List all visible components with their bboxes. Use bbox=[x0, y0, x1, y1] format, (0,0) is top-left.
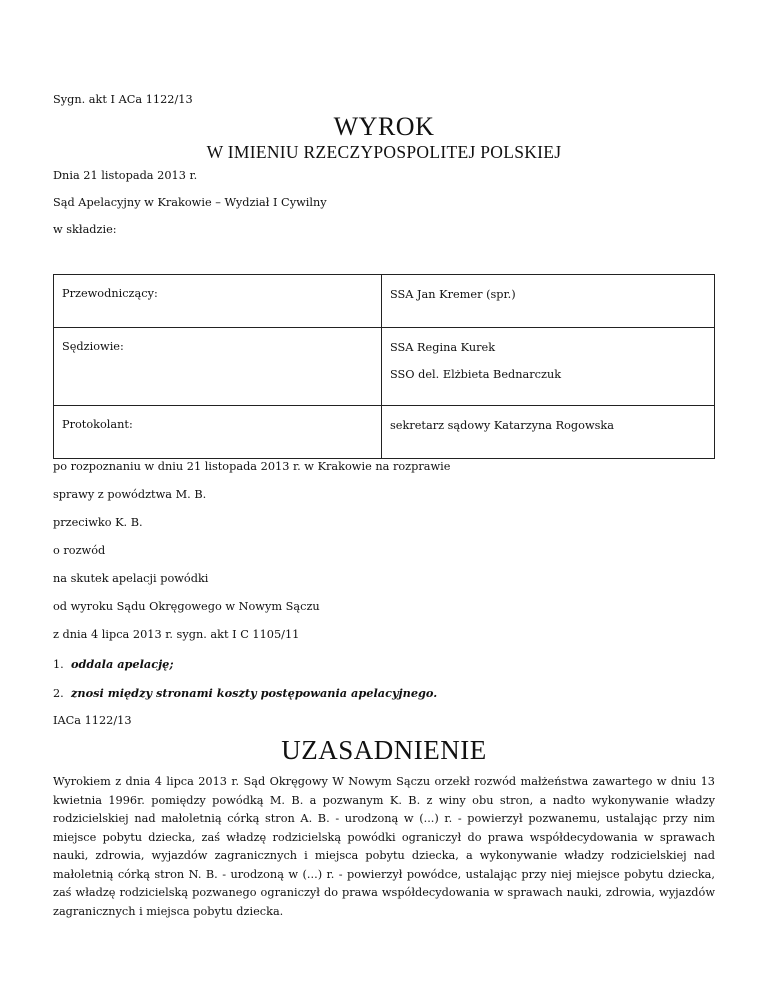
proceedings-line: od wyroku Sądu Okręgowego w Nowym Sączu bbox=[53, 600, 320, 613]
table-row bbox=[54, 328, 715, 406]
proceedings-line: o rozwód bbox=[53, 544, 106, 557]
proceedings-line: przeciwko K. B. bbox=[53, 516, 143, 529]
proceedings-line: po rozpoznaniu w dniu 21 listopada 2013 r. w Krakowie na rozprawie bbox=[53, 460, 451, 473]
bench-name: SSO del. Elżbieta Bednarczuk bbox=[390, 368, 562, 381]
ruling-item bbox=[53, 656, 174, 673]
ruling-number: 2. bbox=[53, 687, 64, 700]
proceedings-line: na skutek apelacji powódki bbox=[53, 572, 209, 585]
bench-names bbox=[382, 406, 715, 459]
bench-table bbox=[53, 274, 715, 459]
document-subtitle: W IMIENIU RZECZYPOSPOLITEJ POLSKIEJ bbox=[206, 142, 562, 162]
composition-label: w składzie: bbox=[53, 223, 117, 236]
justification-paragraph: Wyrokiem z dnia 4 lipca 2013 r. Sąd Okręgowy W Nowym Sączu orzekł rozwód małżeństwa zawartego w dniu 13 kwietnia 1996r. pomiędzy powódką M. B. a pozwanym K. B. z winy obu stron, a nadto wykonywanie władzy rodzicielskiej nad małoletnią córką stron A. B. - urodzoną w (...) r. - powierzył pozwanemu, ustalając przy nim miejsce pobytu dziecka, zaś władzę rodzicielską powódki ograniczył do prawa współdecydowania w sprawach nauki, zdrowia, wyjazdów zagranicznych i miejsca pobytu dziecka, a wykonywanie władzy rodzicielskiej nad małoletnią córką stron N. B. - urodzoną w (...) r. - powierzył powódce, ustalając przy niej miejsce pobytu dziecka, zaś władzę rodzicielską pozwanego ograniczył do prawa współdecydowania w sprawach nauki, zdrowia, wyjazdów zagranicznych i miejsca pobytu dziecka. bbox=[53, 775, 715, 918]
court-line: Sąd Apelacyjny w Krakowie – Wydział I Cywilny bbox=[53, 196, 327, 209]
ruling-text: znosi między stronami koszty postępowania apelacyjnego. bbox=[71, 686, 438, 700]
justification-title: UZASADNIENIE bbox=[281, 735, 487, 765]
document-title: WYROK bbox=[333, 112, 435, 141]
bench-role: Protokolant: bbox=[54, 406, 382, 459]
proceedings-line: sprawy z powództwa M. B. bbox=[53, 488, 207, 501]
ruling-item bbox=[53, 685, 437, 702]
bench-names bbox=[382, 328, 715, 406]
bench-role: Sędziowie: bbox=[54, 328, 382, 406]
bench-role: Przewodniczący: bbox=[54, 275, 382, 328]
bench-name: SSA Regina Kurek bbox=[390, 341, 496, 354]
table-row bbox=[54, 406, 715, 459]
bench-name: SSA Jan Kremer (spr.) bbox=[390, 288, 516, 301]
table-row bbox=[54, 275, 715, 328]
ruling-reference: IACa 1122/13 bbox=[53, 714, 132, 727]
ruling-number: 1. bbox=[53, 658, 64, 671]
ruling-text: oddala apelację; bbox=[71, 657, 174, 671]
bench-name: sekretarz sądowy Katarzyna Rogowska bbox=[390, 419, 615, 432]
proceedings-line: z dnia 4 lipca 2013 r. sygn. akt I C 1105/11 bbox=[53, 628, 300, 641]
case-signature: Sygn. akt I ACa 1122/13 bbox=[53, 93, 193, 106]
date-line: Dnia 21 listopada 2013 r. bbox=[53, 169, 198, 182]
bench-names bbox=[382, 275, 715, 328]
